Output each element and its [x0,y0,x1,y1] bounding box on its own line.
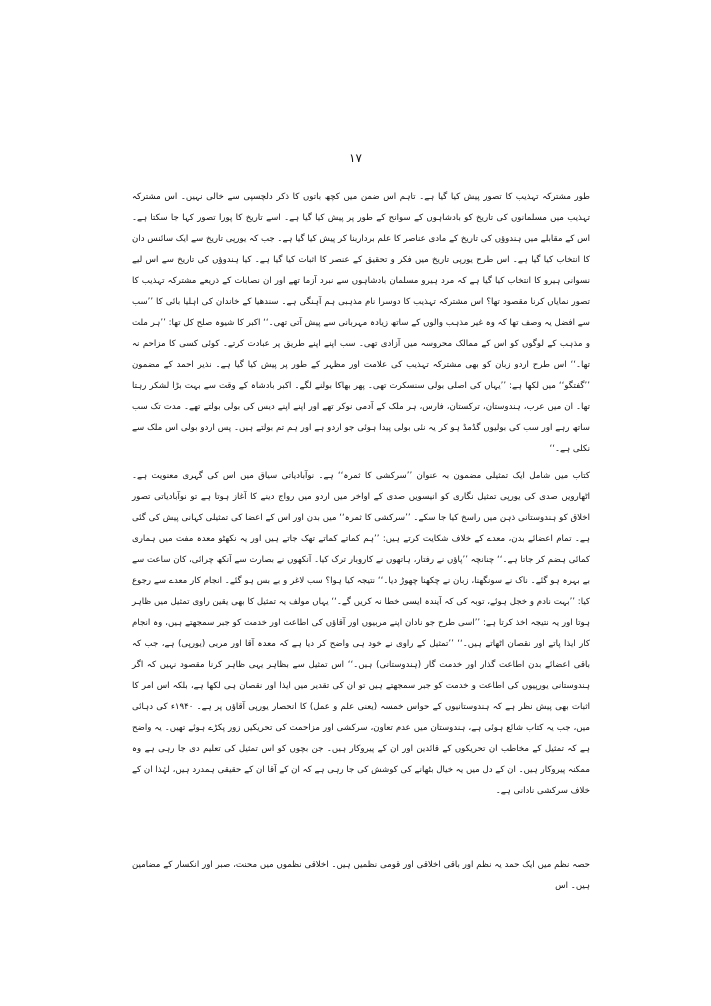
page-number: ۱۷ [349,151,362,165]
paragraph-1: طور مشترکہ تہذیب کا تصور پیش کیا گیا ہے۔ تاہم اس ضمن میں کچھ باتوں کا ذکر دلچسپی سے خالی نہیں۔ اس مشترکہ تہذیب میں مسلمانوں کی تاریخ کو بادشاہوں کے سوانح کے طور پر پیش کیا گیا ہے۔ اسے تاریخ کا پورا تصور کہا جا سکتا ہے۔ اس کے مقابلے میں ہندوؤں کی تاریخ کے مادی عناصر کا علم برداربنا کر پیش کیا گیا ہے۔ جب کہ یورپی تاریخ سے ایک سائنس دان کا انتخاب کیا گیا ہے۔ اس طرح یورپی تاریخ میں فکر و تحقیق کے عنصر کا اثبات کیا گیا ہے۔ کیا ہندوؤں کی تاریخ سے اس لیے نسوانی ہیرو کا انتخاب کیا گیا ہے کہ مرد ہیرو مسلمان بادشاہوں سے نبرد آزما تھے اور ان نصابات کے ذریعے مشترکہ تہذیب کا تصور نمایاں کرنا مقصود تھا؟ اس مشترکہ تہذیب کا دوسرا نام مذہبی ہم آہنگی ہے۔ سندھیا کے خاندان کی اہلیا بائی کا ’’سب سے افضل یہ وصف تھا کہ وہ غیر مذہب والوں کے ساتھ زیادہ مہربانی سے پیش آتی تھی۔‘‘ اکبر کا شیوہ صلح کل تھا: ’’ہر ملت و مذہب کے لوگوں کو اس کے ممالک محروسہ میں آزادی تھی۔ سب اپنے اپنے طریق پر عبادت کرتے۔ کوئی کسی کا مزاحم نہ تھا۔‘‘ اس طرح اردو زبان کو بھی مشترکہ تہذیب کی علامت اور مظہر کے طور پر پیش کیا گیا ہے۔ نذیر احمد کے مضمون ’’گفتگو‘‘ میں لکھا ہے: ’’یہاں کی اصلی بولی سنسکرت تھی۔ پھر بھاکا بولنے لگے۔ اکبر بادشاہ کے وقت سے بہت بڑا لشکر رہتا تھا۔ ان میں عرب، ہندوستان، ترکستان، فارس، ہر ملک کے آدمی نوکر تھے اور اپنے اپنے دیس کی بولی بولتے تھے۔ مدت تک سب ساتھ رہے اور سب کی بولیوں گڈمڈ ہو کر یہ نئی بولی پیدا ہوئی جو اردو ہے اور ہم تم بولتے ہیں۔ پس اردو بولی اس ملک سے نکلی ہے۔‘‘ [132,191,590,454]
paragraph-3: حصہ نظم میں ایک حمد یہ نظم اور باقی اخلاقی اور قومی نظمیں ہیں۔ اخلاقی نظموں میں محنت، صبر اور انکسار کے مضامین ہیں۔ اس [132,859,590,891]
paragraph-2: کتاب میں شامل ایک تمثیلی مضمون بہ عنوان ’’سرکشی کا ثمرہ‘‘ ہے۔ نوآبادیاتی سیاق میں اس کی گہری معنویت ہے۔ اٹھارویں صدی کی یورپی تمثیل نگاری کو انیسویں صدی کے اواخر میں اردو میں رواج دینے کا آغاز ہوتا ہے تو نوآبادیاتی تصور اخلاق کو ہندوستانی ذہن میں راسخ کیا جا سکے۔ ’’سرکشی کا ثمرہ‘‘ میں بدن اور اس کے اعضا کی تمثیلی کہانی پیش کی گئی ہے۔ تمام اعضائے بدن، معدے کے خلاف شکایت کرتے ہیں: ’’ہم کماتے کماتے تھک جاتے ہیں اور یہ نکھٹو معدہ مفت میں ہماری کمائی ہضم کر جاتا ہے۔‘‘ چنانچہ ’’پاؤں نے رفتار، ہاتھوں نے کاروبار ترک کیا۔ آنکھوں نے بصارت سے آنکھ چرائی، کان ساعت سے بے بہرہ ہو گئے۔ ناک نے سونگھنا، زبان نے چکھنا چھوڑ دیا۔‘‘ نتیجہ کیا ہوا؟ سب لاغر و بے بس ہو گئے۔ انجام کار معدے سے رجوع کیا: ’’بہت نادم و خجل ہوئے، توبہ کی کہ آیندہ ایسی خطا نہ کریں گے۔‘‘ یہاں مولف یہ تمثیل کا بھی یقین راوی تمثیل میں ظاہر ہوتا اور یہ نتیجہ اخذ کرتا ہے: ’’اسی طرح جو نادان اپنے مربیوں اور آقاؤں کی اطاعت اور خدمت کو جبر سمجھتے ہیں، وہ انجام کار ایذا پاتے اور نقصان اٹھاتے ہیں۔‘‘ ’’تمثیل کے راوی نے خود ہی واضح کر دیا ہے کہ معدہ آقا اور مربی (یورپی) ہے، جب کہ باقی اعضائے بدن اطاعت گذار اور خدمت گار (ہندوستانی) ہیں۔‘‘ اس تمثیل سے بظاہر یہی ظاہر کرنا مقصود نہیں کہ اگر ہندوستانی یورپیوں کی اطاعت و خدمت کو جبر سمجھتے ہیں تو ان کی تقدیر میں ایذا اور نقصان ہی لکھا ہے، بلکہ اس امر کا اثبات بھی پیش نظر ہے کہ ہندوستانیوں کے حواس خمسہ (یعنی علم و عمل) کا انحصار یورپی آقاؤں پر ہے۔ ۱۹۴۰ء کی دہائی میں، جب یہ کتاب شائع ہوئی ہے، ہندوستان میں عدم تعاون، سرکشی اور مزاحمت کی تحریکیں زور پکڑے ہوئے تھیں۔ یہ واضح ہے کہ تمثیل کے مخاطب ان تحریکوں کے قائدین اور ان کے پیروکار ہیں۔ جن بچوں کو اس تمثیل کی تعلیم دی جا رہی ہے وہ ممکنہ پیروکار ہیں۔ ان کے دل میں یہ خیال بٹھانے کی کوشش کی جا رہی ہے کہ ان کے آقا ان کے حقیقی ہمدرد ہیں، لہٰذا ان کے خلاف سرکشی نادانی ہے۔ [132,470,590,796]
